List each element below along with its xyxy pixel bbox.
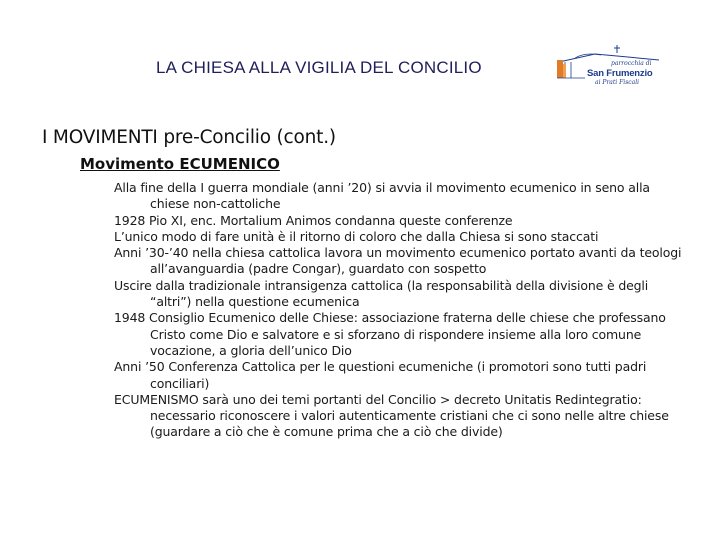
paragraph: Alla fine della I guerra mondiale (anni ’20) si avvia il movimento ecumenico in seno alla chiese non-cattoliche [114, 180, 650, 212]
paragraph: L’unico modo di fare unità è il ritorno di coloro che dalla Chiesa si sono staccati [114, 228, 599, 244]
slide-title: LA CHIESA ALLA VIGILIA DEL CONCILIO [156, 58, 482, 77]
logo-text-name: San Frumenzio [587, 68, 653, 79]
logo-text-parish: parrocchia di [611, 60, 652, 67]
logo-text-location: ai Prati Fiscali [595, 79, 640, 86]
section-heading: I MOVIMENTI pre-Concilio (cont.) [42, 127, 336, 148]
subsection-heading: Movimento ECUMENICO [80, 155, 280, 173]
paragraph-list [114, 180, 684, 441]
paragraph: Anni ’50 Conferenza Cattolica per le questioni ecumeniche (i promotori sono tutti padri conciliari) [114, 359, 647, 391]
parish-logo [555, 44, 665, 94]
paragraph: 1928 Pio XI, enc. Mortalium Animos condanna queste conferenze [114, 212, 513, 228]
paragraph: Anni ’30-’40 nella chiesa cattolica lavora un movimento ecumenico portato avanti da teologi all’avanguardia (padre Congar), guardato con sospetto [114, 245, 682, 277]
paragraph: ECUMENISMO sarà uno dei temi portanti del Concilio > decreto Unitatis Redintegratio: necessario riconoscere i valori autenticamente cristiani che ci sono nelle altre chiese (guardare a ciò che è comune prima che a ciò che divide) [114, 391, 669, 440]
paragraph: 1948 Consiglio Ecumenico delle Chiese: associazione fraterna delle chiese che professano Cristo come Dio e salvatore e si sforzano di rispondere insieme alla loro comune vocazione, a gloria dell’unico Dio [114, 310, 666, 358]
paragraph: Uscire dalla tradizionale intransigenza cattolica (la responsabilità della divisione è degli “altri”) nella questione ecumenica [114, 277, 649, 310]
